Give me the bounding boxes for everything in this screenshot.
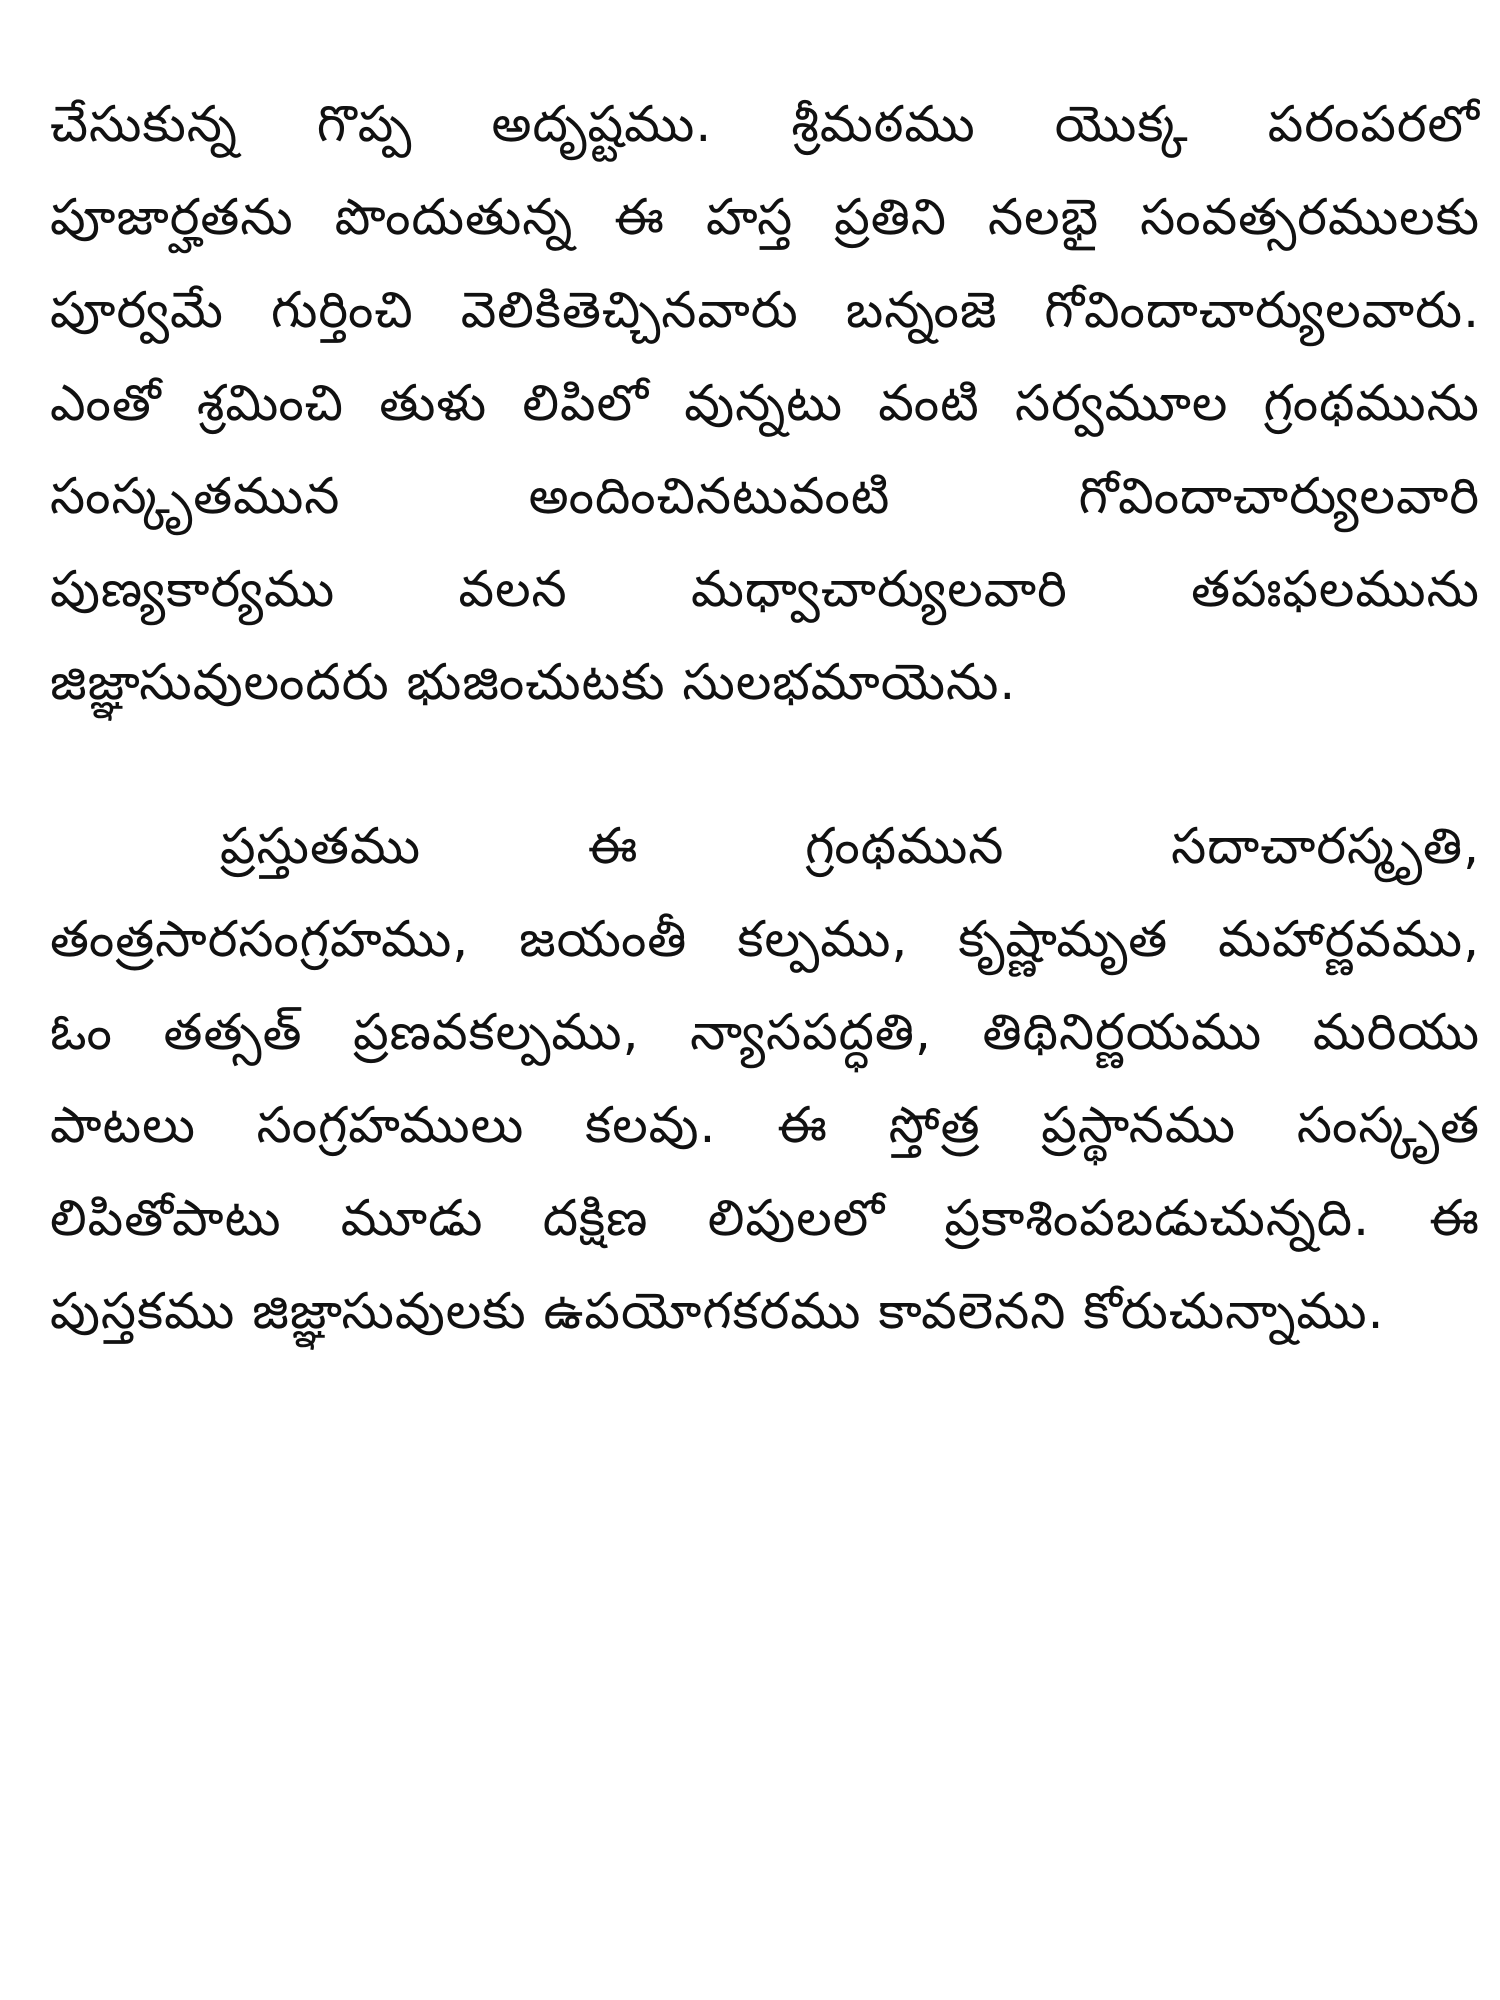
- text-line: పుణ్యకార్యము వలన మధ్వాచార్యులవారి తపఃఫలమును: [50, 560, 1480, 618]
- text-line: తంత్రసారసంగ్రహము, జయంతీ కల్పము, కృష్ణామృత మహార్ణవము,: [50, 910, 1480, 968]
- text-line: ఓం తత్సత్ ప్రణవకల్పము, న్యాసపద్ధతి, తిథినిర్ణయము మరియు: [50, 1003, 1480, 1061]
- paragraph-2: [50, 800, 1480, 1358]
- paragraph-1: [50, 78, 1480, 729]
- text-line: లిపితోపాటు మూడు దక్షిణ లిపులలో ప్రకాశింపబడుచున్నది. ఈ: [50, 1189, 1480, 1247]
- text-line: చేసుకున్న గొప్ప అదృష్టము. శ్రీమఠము యొక్క పరంపరలో: [50, 95, 1480, 153]
- text-line: పుస్తకము జిజ్ఞాసువులకు ఉపయోగకరము కావలెనని కోరుచున్నాము.: [50, 1282, 1385, 1340]
- text-line: ఎంతో శ్రమించి తుళు లిపిలో వున్నటు వంటి సర్వమూల గ్రంథమును: [50, 374, 1480, 432]
- text-line: పూజార్హతను పొందుతున్న ఈ హస్త ప్రతిని నలభై సంవత్సరములకు: [50, 188, 1480, 246]
- text-line: ప్రస్తుతము ఈ గ్రంథమున సదాచారస్మృతి,: [220, 817, 1480, 875]
- text-line: పాటలు సంగ్రహములు కలవు. ఈ స్తోత్ర ప్రస్థానము సంస్కృత: [50, 1096, 1480, 1154]
- text-line: జిజ్ఞాసువులందరు భుజించుటకు సులభమాయెను.: [50, 653, 1017, 711]
- text-line: సంస్కృతమున అందించినటువంటి గోవిందాచార్యులవారి: [50, 467, 1480, 525]
- text-line: పూర్వమే గుర్తించి వెలికితెచ్చినవారు బన్నంజె గోవిందాచార్యులవారు.: [50, 281, 1480, 339]
